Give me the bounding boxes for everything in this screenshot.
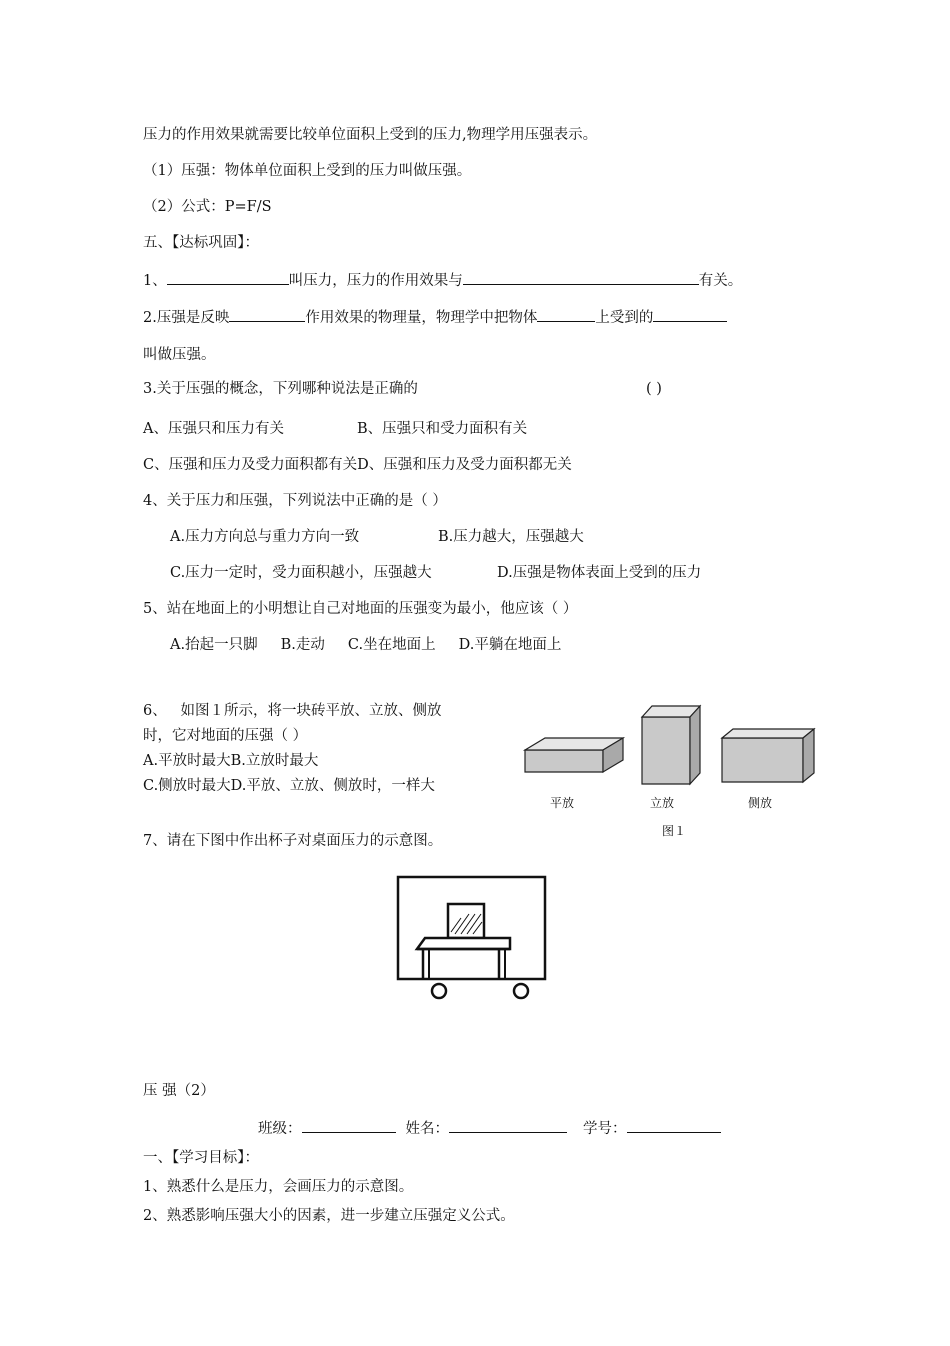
class-label: 班级：: [258, 1121, 302, 1137]
q6-options-c-d[interactable]: C.侧放时最大D.平放、立放、侧放时，一样大: [143, 778, 435, 794]
learning-goal-2: 2、熟悉影响压强大小的因素，进一步建立压强定义公式。: [143, 1208, 515, 1224]
pressure-definition: （1）压强：物体单位面积上受到的压力叫做压强。: [143, 163, 472, 179]
table-icon: [417, 938, 510, 978]
question-4-stem: 4、关于压力和压强，下列说法中正确的是（ ）: [143, 493, 447, 509]
q3-options-c-d[interactable]: C、压强和压力及受力面积都有关D、压强和压力及受力面积都无关: [143, 457, 572, 473]
q1-blank-1[interactable]: [167, 269, 289, 285]
q6-options-a-b[interactable]: A.平放时最大B.立放时最大: [143, 753, 319, 769]
q2-start-text: 2.压强是反映: [143, 310, 230, 326]
figure-1-bricks: [515, 700, 825, 795]
question-3-stem: 3.关于压强的概念，下列哪种说法是正确的: [143, 381, 418, 397]
cup-on-table-figure[interactable]: [395, 874, 550, 1000]
cup-icon: [448, 904, 484, 938]
learning-goals-heading: 一、【学习目标】：: [143, 1150, 259, 1166]
learning-goal-1: 1、熟悉什么是压力，会画压力的示意图。: [143, 1179, 414, 1195]
name-field[interactable]: [449, 1117, 567, 1133]
section-heading-consolidation: 五、【达标巩固】：: [143, 235, 259, 251]
class-field[interactable]: [302, 1117, 396, 1133]
q4-option-d[interactable]: D.压强是物体表面上受到的压力: [497, 565, 702, 581]
student-id-label: 学号：: [583, 1121, 627, 1137]
q1-end-text: 有关。: [698, 273, 743, 289]
wheel-right-icon: [514, 984, 528, 998]
q2-blank-2[interactable]: [537, 306, 595, 322]
question-2: [143, 306, 727, 328]
wheel-left-icon: [432, 984, 446, 998]
label-flat: 平放: [550, 796, 575, 810]
question-1: [143, 269, 742, 291]
student-id-field[interactable]: [627, 1117, 721, 1133]
brick-flat: [525, 738, 623, 772]
label-side: 侧放: [748, 796, 773, 810]
q2-middle-text-2: 上受到的: [595, 310, 654, 326]
question-5-stem: 5、站在地面上的小明想让自己对地面的压强变为最小，他应该（ ）: [143, 601, 578, 617]
q2-continuation: 叫做压强。: [143, 347, 216, 363]
q5-options[interactable]: A.抬起一只脚 B.走动 C.坐在地面上 D.平躺在地面上: [170, 637, 562, 653]
label-standing: 立放: [650, 796, 675, 810]
q2-middle-text-1: 作用效果的物理量，物理学中把物体: [305, 310, 538, 326]
question-7-stem: 7、请在下图中作出杯子对桌面压力的示意图。: [143, 833, 443, 849]
question-6-line-2: 时，它对地面的压强（ ）: [143, 728, 308, 744]
q3-answer-paren[interactable]: ( ): [646, 381, 662, 397]
q1-number: 1、: [143, 273, 167, 289]
q3-option-b[interactable]: B、压强只和受力面积有关: [357, 421, 528, 437]
brick-standing: [642, 706, 700, 784]
q4-option-b[interactable]: B.压力越大，压强越大: [438, 529, 584, 545]
figure-1-caption: 图１: [662, 824, 687, 838]
name-label: 姓名：: [405, 1121, 449, 1137]
q1-blank-2[interactable]: [463, 269, 699, 285]
student-info-row: [258, 1117, 721, 1139]
q2-blank-3[interactable]: [653, 306, 727, 322]
q4-option-a[interactable]: A.压力方向总与重力方向一致: [170, 529, 360, 545]
intro-line-1: 压力的作用效果就需要比较单位面积上受到的压力,物理学用压强表示。: [143, 127, 598, 143]
q4-option-c[interactable]: C.压力一定时，受力面积越小，压强越大: [170, 565, 432, 581]
brick-side: [722, 729, 814, 782]
question-6-line-1: 6、 如图１所示，将一块砖平放、立放、侧放: [143, 703, 442, 719]
q2-blank-1[interactable]: [229, 306, 305, 322]
q3-option-a[interactable]: A、压强只和压力有关: [143, 421, 284, 437]
q1-middle-text: 叫压力，压力的作用效果与: [288, 273, 463, 289]
pressure-formula: （2）公式：P=F/S: [143, 199, 272, 215]
lesson-2-title: 压 强（2）: [143, 1083, 215, 1099]
